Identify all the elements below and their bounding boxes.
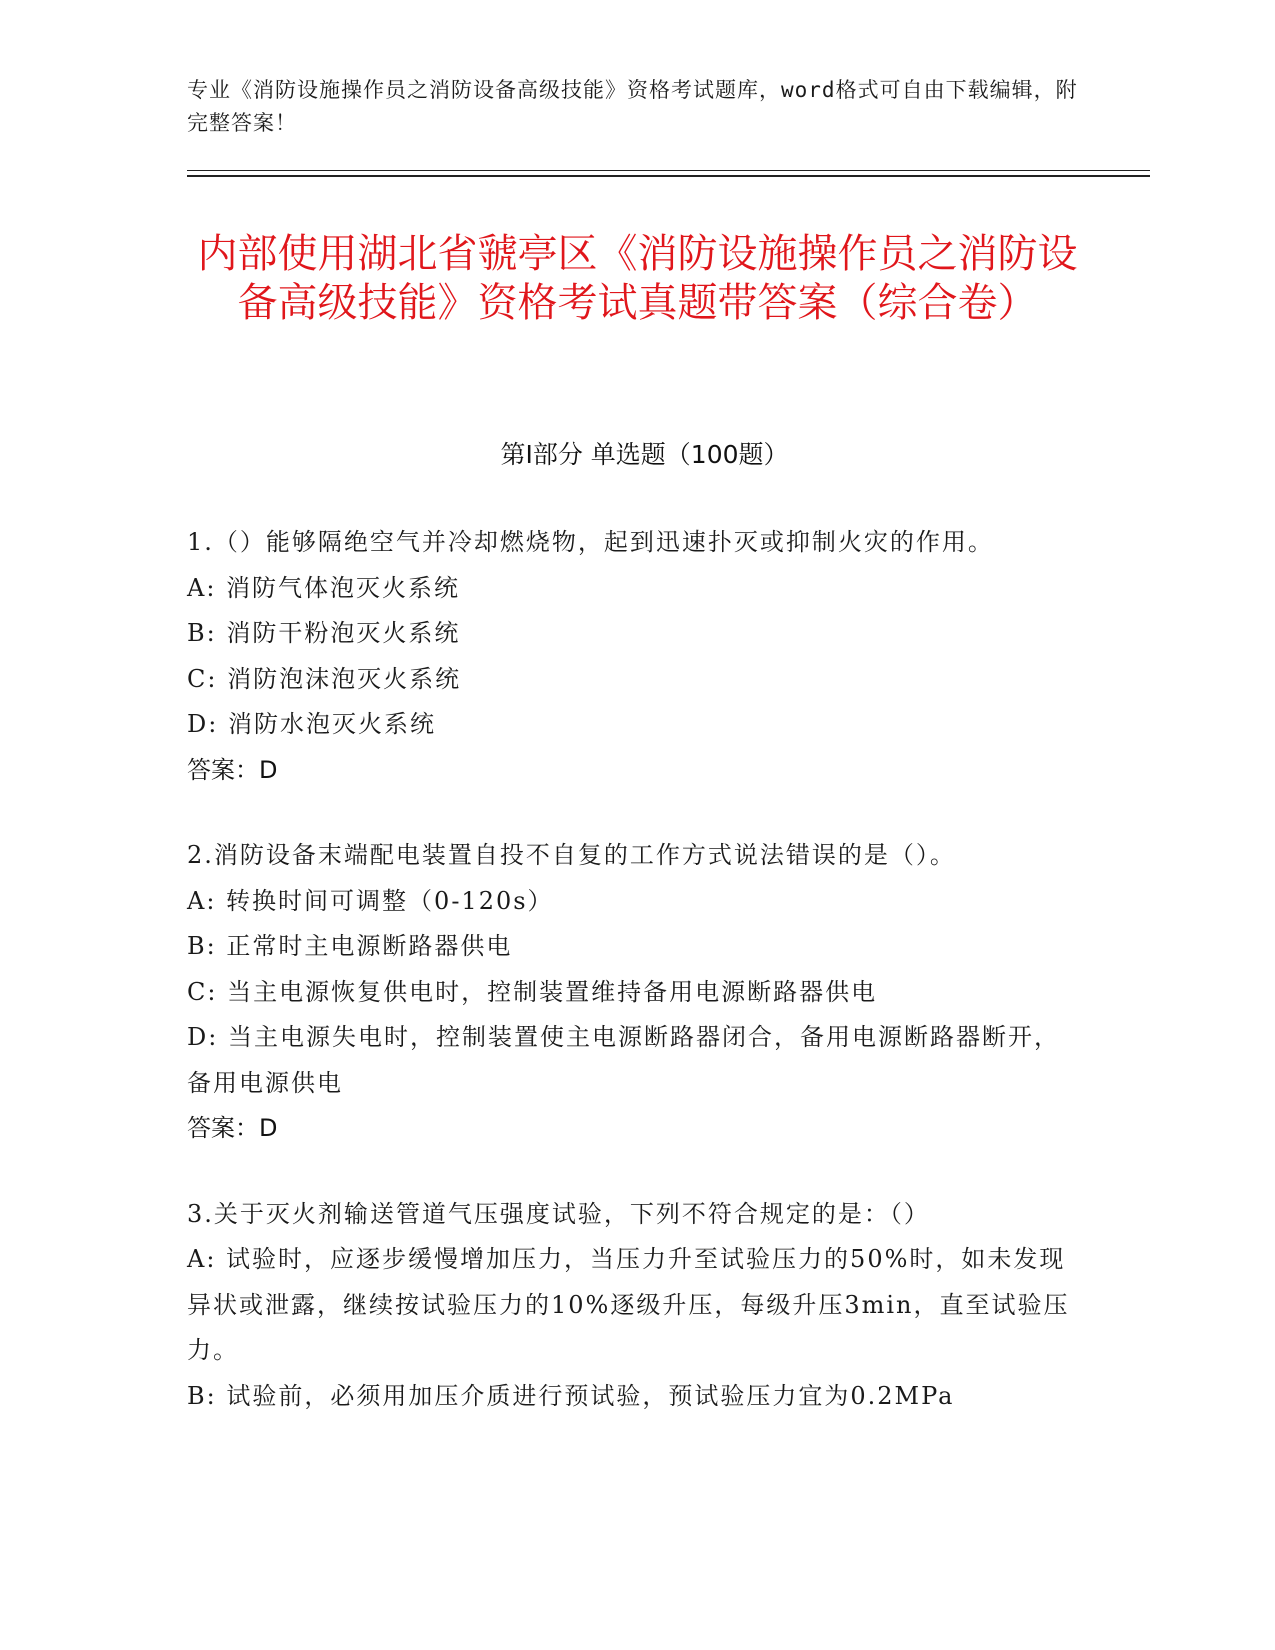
option-a: A: 试验时，应逐步缓慢增加压力，当压力升至试验压力的50%时，如未发现异状或泄露，继续按试验压力的10%逐级升压，每级升压3min，直至试验压力。 xyxy=(187,1245,1070,1364)
option-d: D: 当主电源失电时，控制装置使主电源断路器闭合，备用电源断路器断开，备用电源供电 xyxy=(187,1023,1060,1097)
option-b: B: 消防干粉泡灭火系统 xyxy=(187,619,461,647)
option-b: B: 试验前，必须用加压介质进行预试验，预试验压力宜为0.2MPa xyxy=(187,1381,955,1410)
question-stem: 1.（）能够隔绝空气并冷却燃烧物，起到迅速扑灭或抑制火灾的作用。 xyxy=(187,528,994,556)
question-stem: 3.关于灭火剂输送管道气压强度试验，下列不符合规定的是：（） xyxy=(187,1199,930,1228)
option-c: C: 消防泡沫泡灭火系统 xyxy=(187,664,462,693)
question-stem: 2.消防设备末端配电装置自投不自复的工作方式说法错误的是（）。 xyxy=(187,841,956,869)
question-list xyxy=(187,520,1077,1459)
header-divider-thin xyxy=(187,170,1150,171)
option-a: A: 消防气体泡灭火系统 xyxy=(187,573,461,602)
option-b: B: 正常时主电源断路器供电 xyxy=(187,932,513,960)
answer-line: 答案：D xyxy=(187,1114,278,1142)
option-d: D: 消防水泡灭火系统 xyxy=(187,710,436,738)
question-1 xyxy=(187,520,1077,793)
header-divider-thick xyxy=(187,175,1150,177)
question-2 xyxy=(187,833,1077,1152)
option-a: A: 转换时间可调整（0-120s） xyxy=(187,886,554,915)
question-3 xyxy=(187,1192,1077,1420)
option-c: C: 当主电源恢复供电时，控制装置维持备用电源断路器供电 xyxy=(187,977,878,1006)
document-title: 内部使用湖北省虢亭区《消防设施操作员之消防设备高级技能》资格考试真题带答案（综合卷） xyxy=(197,231,1078,326)
header-note: 专业《消防设施操作员之消防设备高级技能》资格考试题库，word格式可自由下载编辑，附完整答案！ xyxy=(187,78,1078,135)
section-heading: 第I部分 单选题（100题） xyxy=(500,440,789,469)
answer-line: 答案：D xyxy=(187,755,278,784)
